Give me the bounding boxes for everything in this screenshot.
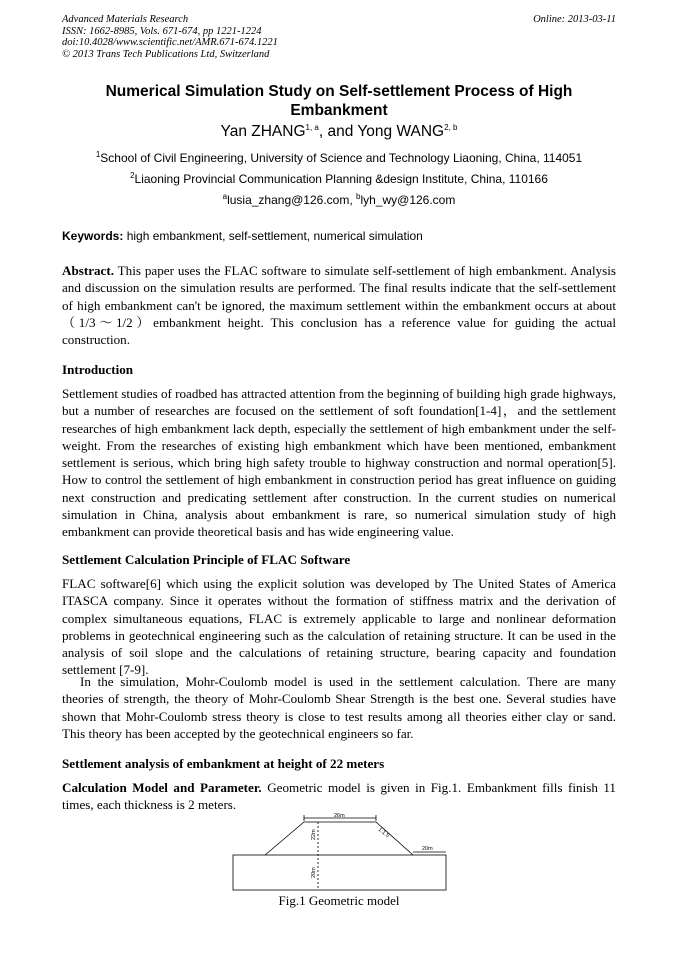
dim-top-label: 26m bbox=[334, 813, 345, 819]
introduction-text: Settlement studies of roadbed has attracted attention from the beginning of building high grade highways, but a number of researches are focused on the settlement of soft foundation[1-4]，and the settlement researches of high embankment lack depth, especially the settlement of high embankment under the self-weight. From the researches of existing high embankment which have been mentioned, embankment settlement is serious, which bring high safety trouble to highway construction and normal operation[5]. How to control the settlement of high embankment in construction period has great influence on guiding next construction and predicating settlement after construction. In the current studies on numerical simulation in China, analysis about embankment is rare, so numerical simulation study of high embankment can provide theoretical basis and has wide engineering value. bbox=[62, 386, 616, 540]
abstract-text: This paper uses the FLAC software to simulate self-settlement of high embankment. Analysis and discussion on the simulation results are performed. The final results indicate that the self-settlement of high embankment can't be ignored, the maximum settlement within the embankment occurs at about （1/3～1/2）embankment height. This conclusion has a reference value for guiding the actual construction. bbox=[62, 263, 616, 348]
analysis-sub-label: Calculation Model and Parameter. bbox=[62, 780, 262, 795]
figure-caption: Fig.1 Geometric model bbox=[278, 893, 400, 908]
author-1-sup: 1, a bbox=[305, 122, 319, 132]
introduction-heading: Introduction bbox=[62, 362, 134, 377]
email-line bbox=[62, 193, 616, 207]
abstract bbox=[62, 262, 616, 348]
journal-name: Advanced Materials Research bbox=[62, 14, 189, 25]
author-2-sup: 2, b bbox=[444, 122, 458, 132]
issn-line: ISSN: 1662-8985, Vols. 671-674, pp 1221-1224 bbox=[62, 25, 262, 37]
geometric-model-figure bbox=[232, 812, 448, 894]
author-1-name: Yan ZHANG bbox=[220, 123, 306, 140]
flac-paragraph-2: In the simulation, Mohr-Coulomb model is used in the settlement calculation. There are many theories of strength, the theory of Mohr-Coulomb Shear Strength is the best one. Several studies have shown that Mohr-Coulomb stress theory is close to test results among all theories either clay or sand. This theory has been accepted by the geotechnical engineers so far. bbox=[62, 674, 616, 741]
keywords-label: Keywords: bbox=[62, 229, 124, 243]
doi-line: doi:10.4028/www.scientific.net/AMR.671-674.1221 bbox=[62, 37, 278, 48]
email-a[interactable]: lusia_zhang@126.com, bbox=[227, 193, 357, 207]
affiliation-2 bbox=[62, 172, 616, 186]
online-date: Online: 2013-03-11 bbox=[533, 14, 616, 25]
email-b-sup: b bbox=[356, 192, 361, 201]
affiliation-1-sup: 1 bbox=[95, 150, 101, 159]
keywords bbox=[62, 229, 616, 243]
author-2-name: Yong WANG bbox=[357, 123, 445, 140]
author-line bbox=[62, 123, 616, 141]
paper-title: Numerical Simulation Study on Self-settlement Process of High Embankment bbox=[105, 83, 573, 119]
embankment-outline bbox=[265, 822, 413, 855]
analysis-paragraph bbox=[62, 779, 616, 814]
dim-slope-label: 1:1.5 bbox=[376, 826, 391, 840]
email-b[interactable]: lyh_wy@126.com bbox=[360, 193, 456, 207]
dim-right-label: 20m bbox=[422, 846, 433, 852]
affiliation-2-text: Liaoning Provincial Communication Planning &design Institute, China, 110166 bbox=[134, 172, 548, 186]
dim-foundation-label: 20m bbox=[311, 867, 317, 878]
analysis-text: Geometric model is given in Fig.1. Embankment fills finish 11 times, each thickness is 2 meters. bbox=[62, 780, 616, 813]
analysis-heading: Settlement analysis of embankment at height of 22 meters bbox=[62, 756, 385, 771]
affiliation-2-sup: 2 bbox=[130, 171, 135, 180]
keywords-text: high embankment, self-settlement, numerical simulation bbox=[123, 229, 423, 243]
abstract-label: Abstract. bbox=[62, 263, 114, 278]
flac-paragraph-1: FLAC software[6] which using the explicit solution was developed by The United States of America ITASCA company. Since it operates without the formation of stiffness matrix and the derivation of complex simultaneous equations, FLAC is extremely applicable to large and nonlinear deformation problems in geotechnical engineering such as the calculation of retaining structure. It can be used in the analysis of soil slope and the calculations of retaining structure, bearing capacity and foundation settlement [7-9]. bbox=[62, 576, 616, 678]
copyright-line: © 2013 Trans Tech Publications Ltd, Switzerland bbox=[62, 48, 270, 60]
journal-header bbox=[62, 14, 616, 60]
dim-height-label: 22m bbox=[311, 829, 317, 840]
email-a-sup: a bbox=[222, 192, 228, 201]
flac-heading: Settlement Calculation Principle of FLAC Software bbox=[62, 552, 351, 567]
affiliation-1-text: School of Civil Engineering, University of Science and Technology Liaoning, China, 114051 bbox=[100, 151, 583, 165]
affiliation-1 bbox=[62, 151, 616, 165]
foundation-outline bbox=[233, 855, 446, 890]
author-conjunction: , and bbox=[318, 123, 358, 140]
